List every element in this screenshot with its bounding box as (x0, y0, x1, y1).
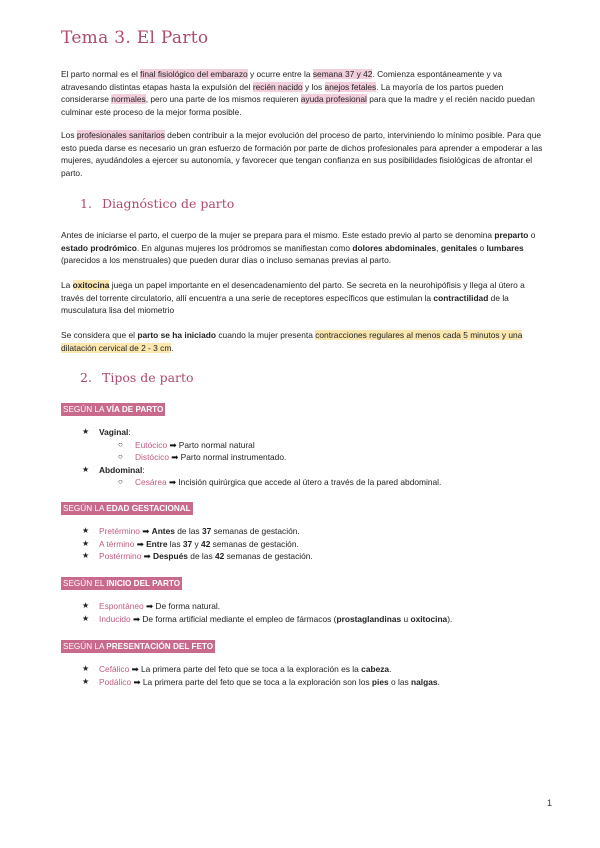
highlighted-text: ayuda profesional (300, 94, 367, 105)
section-2-title: Tipos de parto (101, 370, 194, 385)
bold-text: 42 (201, 538, 211, 549)
arrow-icon: ➡ (131, 676, 143, 687)
arrow-icon: ➡ (143, 601, 156, 611)
term-label: Eutócico (135, 439, 168, 450)
text-run: : (142, 464, 145, 475)
bold-text: Después (153, 551, 188, 562)
text-run: deben contribuir a la mejor evolución del proceso de parto, interviniendo lo mínimo posible. Para que esto pueda darse es necesario un gran esfuerzo de formación por parte de dichos profesionales para aprender a empoderar a las mujeres, ayudándoles a ejercer su autonomía, y favorecer que tengan confianza en sus posibilidades fisiológicas de afrontar el parto. (61, 130, 543, 178)
list-item (82, 439, 441, 452)
highlighted-text: profesionales sanitarios (76, 130, 165, 140)
arrow-icon: ➡ (166, 477, 179, 488)
term-label: Espontáneo (99, 601, 144, 611)
section-2-heading (80, 370, 194, 385)
highlighted-text: oxitocina (72, 280, 110, 290)
list-item (82, 613, 452, 626)
circle-bullet-icon: ○ (118, 477, 123, 487)
text-run: de la musculatura lisa del miometrio (61, 292, 509, 316)
circle-bullet-icon: ○ (118, 452, 123, 462)
arrow-icon: ➡ (139, 526, 152, 536)
text-run: juega un papel importante en el desencadenamiento del parto. Se secreta en la neurohipófisis y llega al útero a través del torrente circulatorio, allí encuentra a una serie de receptores específicos que estimulan la (61, 280, 525, 303)
group-tag-inicio-del-parto: SEGÚN EL INICIO DEL PARTO (63, 579, 181, 588)
star-bullet-icon: ★ (82, 613, 90, 623)
text-run: para que la madre y el recién nacido puedan culminar este proceso de la mejor forma posible. (61, 94, 535, 117)
group-tag-edad-gestacional: SEGÚN LA EDAD GESTACIONAL (63, 504, 191, 513)
text-run: u (401, 613, 411, 624)
term-label: A término (99, 538, 135, 549)
text-run: y los (302, 81, 325, 92)
text-run: o (477, 242, 487, 253)
highlighted-text: normales (111, 94, 146, 105)
text-run: de las (187, 551, 215, 562)
text-run: Parto normal natural (178, 439, 255, 450)
list-item (82, 538, 313, 551)
page-number: 1 (546, 798, 552, 808)
page-title: Tema 3. El Parto (61, 28, 209, 48)
bold-text: dolores abdominales (352, 242, 437, 253)
bold-text: genitales (440, 242, 478, 253)
intro-paragraph-2 (61, 129, 543, 179)
arrow-icon: ➡ (129, 664, 141, 674)
list-item (82, 676, 440, 689)
list-item (82, 464, 441, 477)
term-label: Podálico (99, 676, 132, 687)
section-1-number: 1. (80, 196, 92, 211)
text-run: o las (388, 676, 411, 687)
bold-text: oxitocina (410, 613, 448, 624)
text-run: las (167, 538, 183, 549)
text-run: ). (447, 613, 453, 624)
term-label: Cefálico (99, 664, 130, 674)
text-run: , (436, 242, 441, 253)
bold-text: 37 (182, 538, 193, 549)
text-run: Se considera que el (61, 330, 138, 340)
text-run: , pero una parte de los mismos requieren (145, 94, 301, 105)
list-item (82, 550, 313, 563)
list-item (82, 600, 452, 613)
bold-text: Antes (151, 526, 175, 536)
group-tag-via-de-parto: SEGÚN LA VÍA DE PARTO (63, 405, 164, 414)
arrow-icon: ➡ (141, 551, 154, 562)
star-bullet-icon: ★ (82, 427, 90, 436)
highlighted-text: contracciones regulares al menos cada 5 minutos y una dilatación cervical de 2 - 3 cm (61, 330, 523, 353)
highlighted-text: recién nacido (252, 81, 303, 92)
list-item (82, 476, 441, 489)
highlighted-text: anejos fetales (324, 81, 377, 92)
bold-text: parto se ha iniciado (137, 330, 217, 340)
section-1-heading (80, 196, 234, 211)
term-label: Distócico (135, 452, 169, 463)
circle-bullet-icon: ○ (118, 439, 123, 449)
intro-paragraph-1 (61, 68, 543, 118)
bold-text: estado prodrómico (61, 242, 137, 253)
list-item (82, 525, 313, 538)
text-run: . Comienza espontáneamente y va atravesando distintas etapas hasta la expulsión del (61, 69, 502, 92)
text-run: De forma artificial mediante el empleo de fármacos ( (142, 613, 337, 624)
text-run: de las (174, 526, 202, 536)
bold-text: Entre (146, 538, 168, 549)
section-1-paragraph-2 (61, 279, 543, 317)
text-run: . (437, 676, 440, 687)
list-item (82, 663, 440, 676)
arrow-icon: ➡ (167, 439, 179, 450)
highlighted-text: semana 37 y 42 (312, 69, 373, 79)
term-label: Inducido (99, 613, 131, 624)
text-run: . (389, 664, 392, 674)
section-1-title: Diagnóstico de parto (101, 196, 235, 211)
bold-text: pies (371, 676, 389, 687)
group-tag-presentacion-del-feto: SEGÚN LA PRESENTACIÓN DEL FETO (63, 642, 214, 651)
text-run: semanas de gestación. (210, 538, 299, 549)
term-label: Cesárea (135, 477, 167, 488)
star-bullet-icon: ★ (82, 538, 90, 548)
bold-text: preparto (494, 230, 529, 240)
list-via-de-parto (82, 426, 441, 489)
text-run: y (192, 538, 202, 549)
bold-text: nalgas (411, 676, 438, 687)
arrow-icon: ➡ (130, 613, 143, 624)
text-run: . La mayoría de los partos pueden considerarse (61, 81, 504, 105)
text-run: y ocurre entre la (247, 69, 313, 79)
text-run: Antes de iniciarse el parto, el cuerpo de la mujer se prepara para el mismo. Este estado previo al parto se denomina (61, 230, 495, 240)
text-run: La primera parte del feto que se toca a la exploración es la (140, 664, 362, 674)
bold-text: cabeza (361, 664, 390, 674)
text-run: La primera parte del feto que se toca a la exploración son los (142, 676, 372, 687)
star-bullet-icon: ★ (82, 676, 90, 686)
bold-text: lumbares (486, 242, 524, 253)
highlighted-text: final fisiológico del embarazo (140, 69, 248, 79)
list-edad-gestacional (82, 525, 313, 563)
text-run: De forma natural. (155, 601, 221, 611)
arrow-icon: ➡ (134, 538, 147, 549)
list-item (82, 426, 441, 439)
text-run: (parecidos a los menstruales) que pueden durar días o incluso semanas previas al parto. (61, 255, 392, 266)
list-inicio-del-parto (82, 600, 452, 625)
text-run: semanas de gestación. (224, 551, 313, 562)
section-1-paragraph-3 (61, 329, 543, 354)
star-bullet-icon: ★ (82, 551, 90, 561)
term-label: Postérmino (99, 551, 142, 562)
bold-text: Vaginal (99, 427, 129, 437)
term-label: Pretérmino (99, 526, 140, 536)
bold-text: Abdominal (99, 464, 143, 475)
bold-text: 42 (214, 551, 225, 562)
list-presentacion-del-feto (82, 663, 440, 688)
list-item (82, 451, 441, 464)
text-run: Los (61, 130, 77, 140)
star-bullet-icon: ★ (82, 664, 90, 673)
star-bullet-icon: ★ (82, 601, 90, 610)
text-run: Parto normal instrumentado. (180, 452, 287, 463)
section-1-paragraph-1 (61, 229, 543, 267)
text-run: El parto normal es el (61, 69, 141, 79)
star-bullet-icon: ★ (82, 526, 90, 535)
bold-text: contractilidad (433, 292, 489, 303)
text-run: : (128, 427, 131, 437)
star-bullet-icon: ★ (82, 464, 90, 474)
section-2-number: 2. (80, 370, 92, 385)
text-run: semanas de gestación. (211, 526, 300, 536)
text-run: . (171, 342, 174, 353)
arrow-icon: ➡ (168, 452, 181, 463)
bold-text: 37 (201, 526, 212, 536)
text-run: Incisión quirúrgica que accede al útero a través de la pared abdominal. (178, 477, 442, 488)
text-run: . En algunas mujeres los pródromos se manifiestan como (136, 242, 353, 253)
text-run: cuando la mujer presenta (216, 330, 316, 340)
text-run: o (528, 230, 536, 240)
bold-text: prostaglandinas (336, 613, 402, 624)
text-run: La (61, 280, 73, 290)
